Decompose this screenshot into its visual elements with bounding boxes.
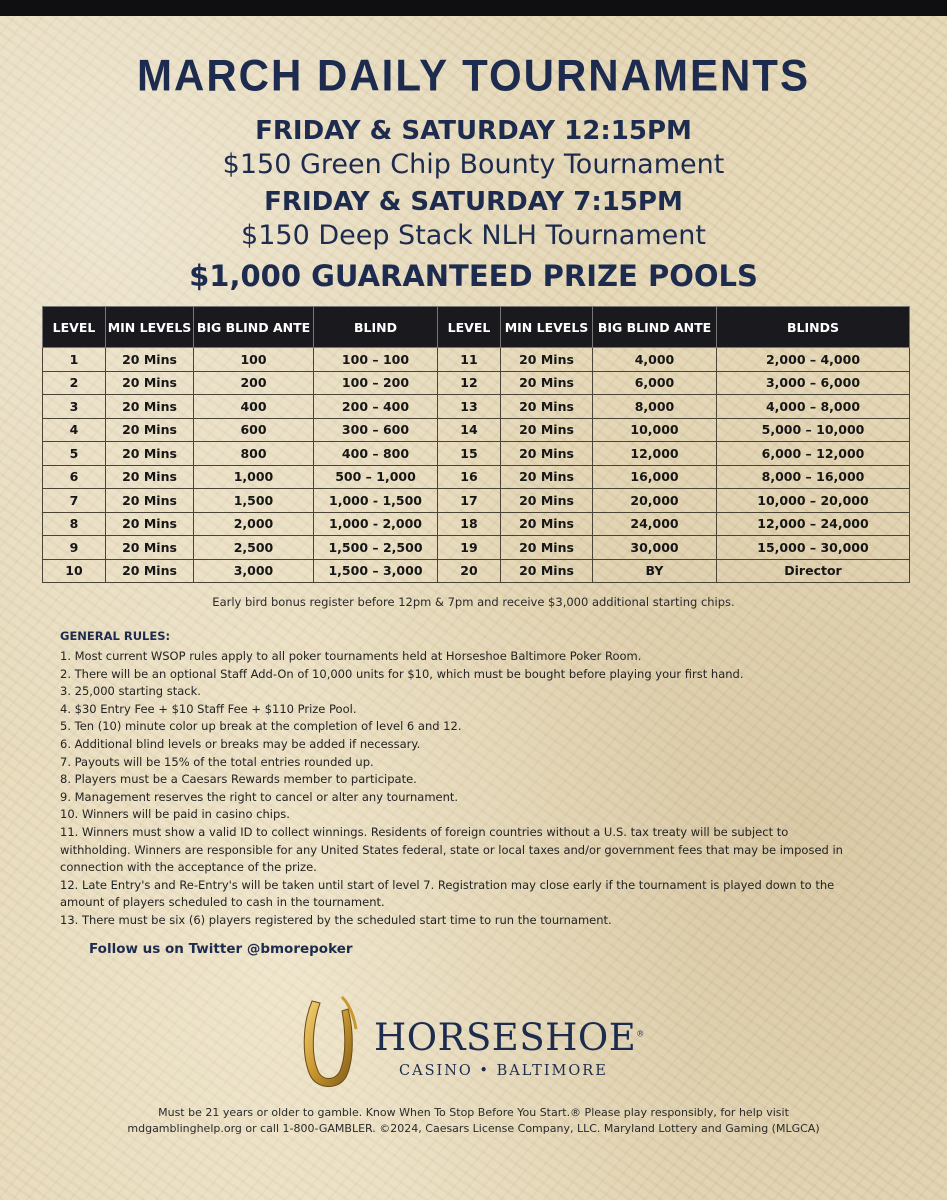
table-cell: Director [717, 559, 910, 583]
rules-list [60, 648, 860, 930]
rule-item: 4. $30 Entry Fee + $10 Staff Fee + $110 Prize Pool. [60, 701, 357, 716]
column-header: MIN LEVELS [106, 307, 194, 348]
table-cell: 8,000 [593, 395, 717, 419]
table-cell: 16 [438, 465, 501, 489]
table-cell: 1,000 - 1,500 [314, 489, 438, 513]
table-cell: 5 [43, 442, 106, 466]
table-cell: 8 [43, 512, 106, 536]
table-cell: 3,000 – 6,000 [717, 371, 910, 395]
table-cell: 13 [438, 395, 501, 419]
table-cell: 2 [43, 371, 106, 395]
table-cell: 5,000 – 10,000 [717, 418, 910, 442]
table-cell: 2,000 [194, 512, 314, 536]
table-row [43, 395, 910, 419]
column-header: BIG BLIND ANTE [194, 307, 314, 348]
schedule-2-time: FRIDAY & SATURDAY 7:15PM [264, 187, 683, 217]
rule-item: 6. Additional blind levels or breaks may be added if necessary. [60, 736, 421, 751]
brand-wordmark: HORSESHOE [374, 1016, 637, 1059]
table-cell: 2,500 [194, 536, 314, 560]
table-cell: 200 – 400 [314, 395, 438, 419]
table-cell: 20,000 [593, 489, 717, 513]
table-cell: 20 Mins [501, 512, 593, 536]
column-header: LEVEL [438, 307, 501, 348]
table-cell: 3 [43, 395, 106, 419]
table-cell: 20 Mins [501, 442, 593, 466]
table-cell: 16,000 [593, 465, 717, 489]
table-row [43, 371, 910, 395]
column-header: BLINDS [717, 307, 910, 348]
early-bird-note: Early bird bonus register before 12pm & 7pm and receive $3,000 additional starting chips. [212, 595, 735, 609]
table-cell: 20 Mins [106, 395, 194, 419]
table-cell: 200 [194, 371, 314, 395]
table-cell: 600 [194, 418, 314, 442]
table-header-row [43, 307, 910, 348]
table-cell: 20 Mins [106, 465, 194, 489]
disclaimer-line-2: mdgamblinghelp.org or call 1-800-GAMBLER. ©2024, Caesars License Company, LLC. Maryland Lottery and Gaming (MLGCA) [127, 1122, 820, 1135]
schedule-2-event: $150 Deep Stack NLH Tournament [241, 220, 706, 251]
rule-item: 10. Winners will be paid in casino chips. [60, 807, 290, 822]
table-cell: 12,000 [593, 442, 717, 466]
table-cell: 17 [438, 489, 501, 513]
table-cell: 20 Mins [501, 348, 593, 372]
table-cell: 20 Mins [106, 559, 194, 583]
table-cell: 2,000 – 4,000 [717, 348, 910, 372]
table-row [43, 418, 910, 442]
horseshoe-icon [298, 995, 360, 1093]
table-cell: 18 [438, 512, 501, 536]
table-cell: 20 Mins [106, 512, 194, 536]
table-cell: 1,000 - 2,000 [314, 512, 438, 536]
table-row [43, 489, 910, 513]
column-header: BLIND [314, 307, 438, 348]
rule-item: 11. Winners must show a valid ID to collect winnings. Residents of foreign countries without a U.S. tax treaty will be subject to withholding. Winners are responsible for any United States federal, state or local taxes and/or government fees that may be imposed in connection with the acceptance of the prize. [60, 824, 843, 875]
rule-item: 3. 25,000 starting stack. [60, 684, 201, 699]
table-cell: 1,500 – 3,000 [314, 559, 438, 583]
table-cell: 30,000 [593, 536, 717, 560]
table-row [43, 559, 910, 583]
table-cell: 20 [438, 559, 501, 583]
table-row [43, 536, 910, 560]
rule-item: 8. Players must be a Caesars Rewards member to participate. [60, 772, 417, 787]
table-cell: 4 [43, 418, 106, 442]
table-cell: 400 – 800 [314, 442, 438, 466]
table-cell: 20 Mins [106, 348, 194, 372]
rule-item: 2. There will be an optional Staff Add-On of 10,000 units for $10, which must be bought before playing your first hand. [60, 666, 744, 681]
table-cell: 20 Mins [106, 418, 194, 442]
table-header [43, 307, 910, 348]
table-cell: 20 Mins [501, 418, 593, 442]
rule-item: 12. Late Entry's and Re-Entry's will be taken until start of level 7. Registration may close early if the tournament is played down to the amount of players scheduled to cash in the tournament. [60, 877, 835, 910]
registered-mark: ® [636, 1029, 645, 1039]
table-cell: 6 [43, 465, 106, 489]
table-cell: 8,000 – 16,000 [717, 465, 910, 489]
table-row [43, 512, 910, 536]
table-cell: 10 [43, 559, 106, 583]
table-cell: 20 Mins [501, 536, 593, 560]
table-row [43, 348, 910, 372]
column-header: MIN LEVELS [501, 307, 593, 348]
table-cell: 3,000 [194, 559, 314, 583]
table-cell: 6,000 – 12,000 [717, 442, 910, 466]
table-cell: 1,500 [194, 489, 314, 513]
table-row [43, 442, 910, 466]
brand-name [374, 1016, 645, 1059]
page-title: MARCH DAILY TOURNAMENTS [137, 50, 810, 101]
table-cell: 100 – 100 [314, 348, 438, 372]
column-header: LEVEL [43, 307, 106, 348]
brand-subtitle: CASINO • BALTIMORE [399, 1063, 608, 1079]
rule-item: 13. There must be six (6) players registered by the scheduled start time to run the tournament. [60, 912, 612, 927]
table-body [43, 348, 910, 583]
table-cell: 20 Mins [501, 371, 593, 395]
table-cell: 4,000 – 8,000 [717, 395, 910, 419]
rule-item: 7. Payouts will be 15% of the total entries rounded up. [60, 754, 374, 769]
column-header: BIG BLIND ANTE [593, 307, 717, 348]
table-cell: 1,500 – 2,500 [314, 536, 438, 560]
table-cell: 12 [438, 371, 501, 395]
table-cell: 500 – 1,000 [314, 465, 438, 489]
table-cell: 19 [438, 536, 501, 560]
table-cell: 20 Mins [501, 489, 593, 513]
guarantee-banner: $1,000 GUARANTEED PRIZE POOLS [189, 259, 758, 293]
schedule-1-time: FRIDAY & SATURDAY 12:15PM [255, 116, 692, 146]
table-cell: 15 [438, 442, 501, 466]
schedule-1-event: $150 Green Chip Bounty Tournament [222, 149, 725, 180]
table-cell: 4,000 [593, 348, 717, 372]
table-cell: 14 [438, 418, 501, 442]
table-cell: 800 [194, 442, 314, 466]
table-cell: 100 – 200 [314, 371, 438, 395]
table-cell: 10,000 [593, 418, 717, 442]
table-cell: 20 Mins [501, 559, 593, 583]
table-cell: 20 Mins [501, 395, 593, 419]
table-cell: 20 Mins [106, 442, 194, 466]
table-cell: 20 Mins [106, 371, 194, 395]
rules-heading: GENERAL RULES: [60, 629, 171, 643]
table-cell: 20 Mins [106, 489, 194, 513]
table-cell: BY [593, 559, 717, 583]
table-cell: 20 Mins [501, 465, 593, 489]
twitter-follow: Follow us on Twitter @bmorepoker [89, 941, 353, 957]
top-bar [0, 0, 947, 16]
table-cell: 9 [43, 536, 106, 560]
rule-item: 9. Management reserves the right to cancel or alter any tournament. [60, 789, 459, 804]
table-cell: 300 – 600 [314, 418, 438, 442]
table-cell: 400 [194, 395, 314, 419]
table-cell: 1,000 [194, 465, 314, 489]
table-cell: 12,000 – 24,000 [717, 512, 910, 536]
table-cell: 1 [43, 348, 106, 372]
table-cell: 20 Mins [106, 536, 194, 560]
table-cell: 6,000 [593, 371, 717, 395]
table-cell: 15,000 – 30,000 [717, 536, 910, 560]
table-cell: 7 [43, 489, 106, 513]
rule-item: 5. Ten (10) minute color up break at the completion of level 6 and 12. [60, 719, 462, 734]
blind-structure-table [42, 306, 910, 583]
table-cell: 100 [194, 348, 314, 372]
table-cell: 24,000 [593, 512, 717, 536]
table-row [43, 465, 910, 489]
disclaimer-line-1: Must be 21 years or older to gamble. Know When To Stop Before You Start.® Please play responsibly, for help visit [158, 1106, 789, 1119]
table-cell: 11 [438, 348, 501, 372]
table-cell: 10,000 – 20,000 [717, 489, 910, 513]
rule-item: 1. Most current WSOP rules apply to all poker tournaments held at Horseshoe Baltimore Poker Room. [60, 649, 642, 663]
